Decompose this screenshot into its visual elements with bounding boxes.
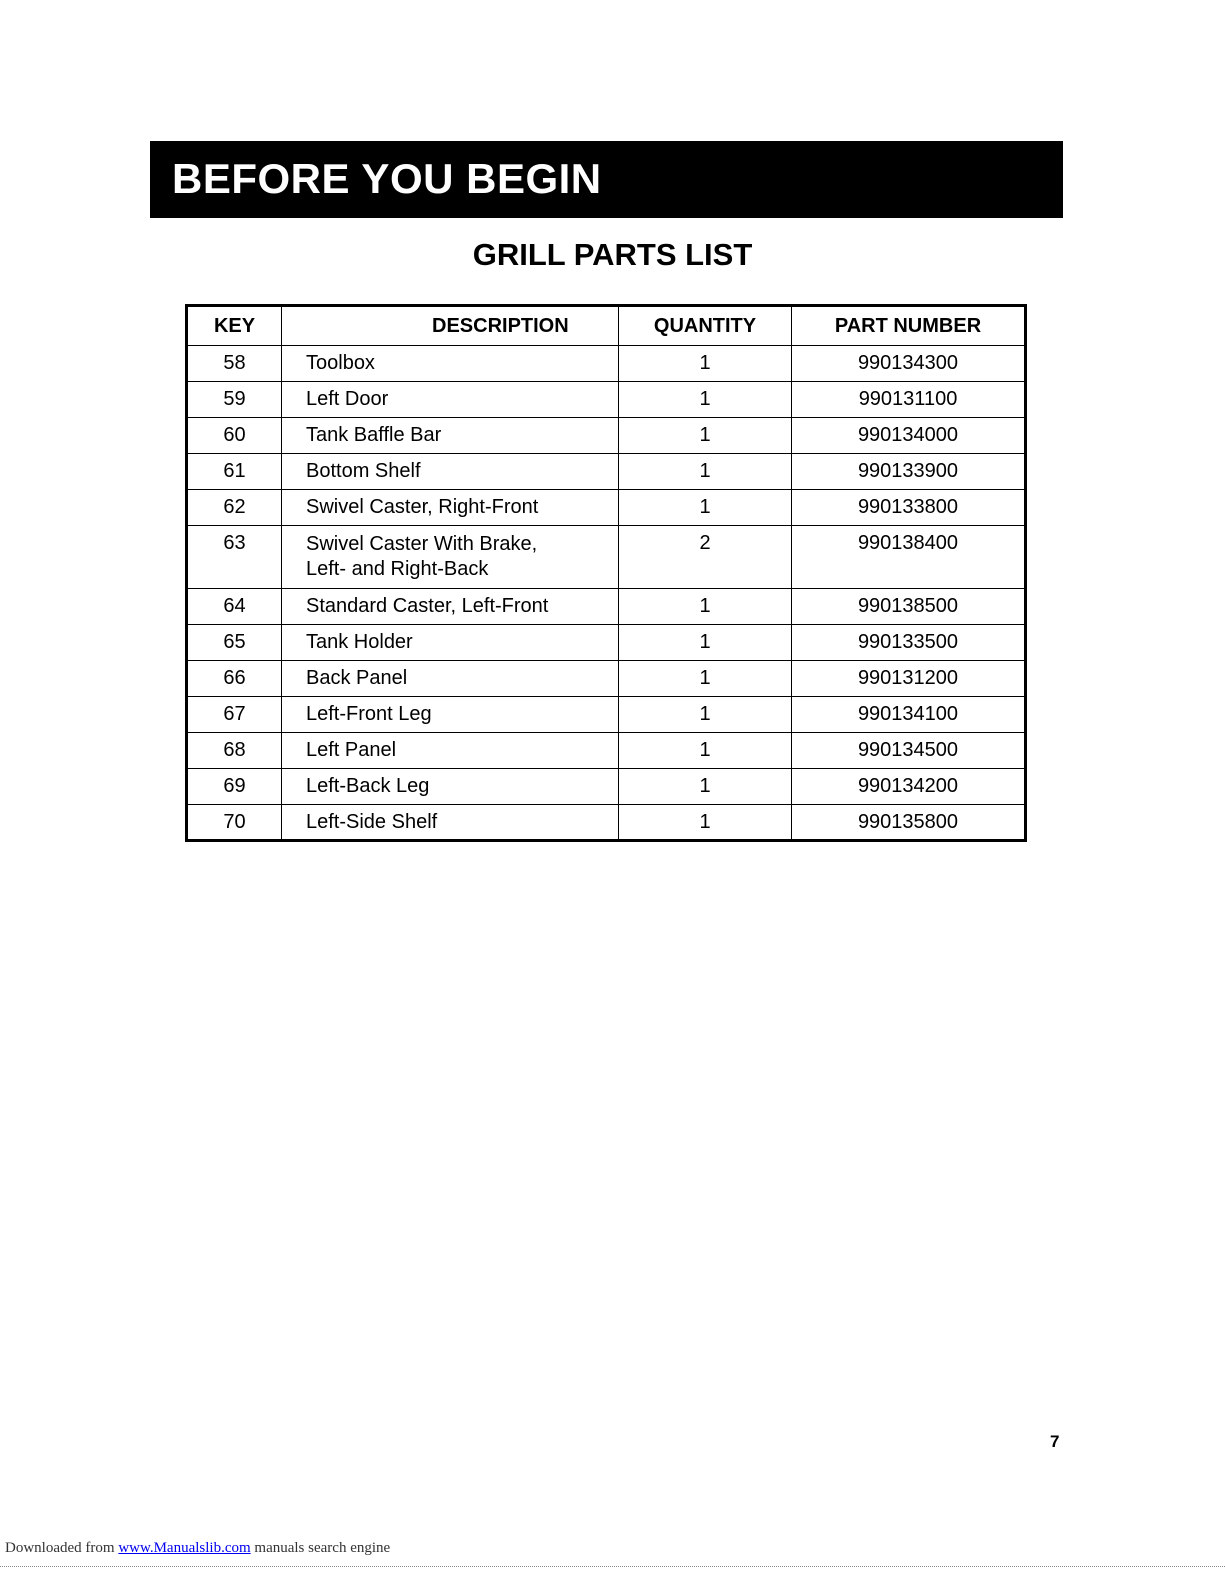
table-row bbox=[187, 382, 1026, 418]
table-row bbox=[187, 454, 1026, 490]
cell-part-number: 990134200 bbox=[792, 769, 1026, 805]
column-header-quantity: QUANTITY bbox=[619, 306, 792, 346]
column-header-part-number: PART NUMBER bbox=[792, 306, 1026, 346]
cell-part-number: 990134300 bbox=[792, 346, 1026, 382]
cell-quantity: 1 bbox=[619, 733, 792, 769]
cell-description bbox=[282, 418, 619, 454]
footer-suffix: manuals search engine bbox=[250, 1540, 391, 1556]
download-footer bbox=[5, 1540, 390, 1557]
cell-description bbox=[282, 625, 619, 661]
cell-key: 64 bbox=[187, 589, 282, 625]
cell-key: 62 bbox=[187, 490, 282, 526]
cell-key: 60 bbox=[187, 418, 282, 454]
description-line: Left- and Right-Back bbox=[306, 558, 489, 580]
description-line: Toolbox bbox=[306, 352, 375, 374]
cell-quantity: 1 bbox=[619, 769, 792, 805]
cell-quantity: 1 bbox=[619, 661, 792, 697]
cell-quantity: 1 bbox=[619, 625, 792, 661]
manualslib-link[interactable]: www.Manualslib.com bbox=[118, 1540, 251, 1556]
cell-part-number: 990133900 bbox=[792, 454, 1026, 490]
table-row bbox=[187, 418, 1026, 454]
cell-key: 61 bbox=[187, 454, 282, 490]
table-row bbox=[187, 346, 1026, 382]
description-line: Left-Back Leg bbox=[306, 775, 430, 797]
description-line: Swivel Caster With Brake, bbox=[306, 533, 538, 555]
cell-key: 59 bbox=[187, 382, 282, 418]
cell-description bbox=[282, 697, 619, 733]
description-line: Tank Baffle Bar bbox=[306, 424, 442, 446]
cell-quantity: 1 bbox=[619, 454, 792, 490]
cell-description bbox=[282, 454, 619, 490]
cell-description bbox=[282, 769, 619, 805]
cell-quantity: 1 bbox=[619, 490, 792, 526]
description-line: Swivel Caster, Right-Front bbox=[306, 496, 539, 518]
parts-table-body bbox=[187, 346, 1026, 841]
table-row bbox=[187, 625, 1026, 661]
cell-quantity: 1 bbox=[619, 418, 792, 454]
description-line: Left-Front Leg bbox=[306, 703, 432, 725]
cell-part-number: 990133500 bbox=[792, 625, 1026, 661]
description-line: Left Door bbox=[306, 388, 389, 410]
cell-key: 58 bbox=[187, 346, 282, 382]
cell-quantity: 2 bbox=[619, 526, 792, 589]
cell-part-number: 990131100 bbox=[792, 382, 1026, 418]
cell-key: 66 bbox=[187, 661, 282, 697]
cell-description bbox=[282, 346, 619, 382]
cell-quantity: 1 bbox=[619, 805, 792, 841]
cell-quantity: 1 bbox=[619, 382, 792, 418]
column-header-key: KEY bbox=[187, 306, 282, 346]
table-row bbox=[187, 769, 1026, 805]
cell-key: 70 bbox=[187, 805, 282, 841]
page-number: 7 bbox=[1050, 1432, 1060, 1451]
cell-key: 67 bbox=[187, 697, 282, 733]
cell-description bbox=[282, 805, 619, 841]
section-banner bbox=[150, 141, 1063, 218]
page-title: GRILL PARTS LIST bbox=[472, 237, 753, 272]
table-row bbox=[187, 490, 1026, 526]
cell-part-number: 990134100 bbox=[792, 697, 1026, 733]
footer-divider bbox=[0, 1566, 1225, 1567]
table-row bbox=[187, 526, 1026, 589]
cell-quantity: 1 bbox=[619, 346, 792, 382]
banner-title: BEFORE YOU BEGIN bbox=[172, 155, 602, 202]
cell-key: 69 bbox=[187, 769, 282, 805]
cell-quantity: 1 bbox=[619, 589, 792, 625]
cell-key: 63 bbox=[187, 526, 282, 589]
cell-key: 68 bbox=[187, 733, 282, 769]
cell-part-number: 990135800 bbox=[792, 805, 1026, 841]
description-line: Tank Holder bbox=[306, 631, 413, 653]
table-row bbox=[187, 697, 1026, 733]
footer-prefix: Downloaded from bbox=[5, 1540, 119, 1556]
description-line: Standard Caster, Left-Front bbox=[306, 595, 549, 617]
table-row bbox=[187, 805, 1026, 841]
cell-part-number: 990133800 bbox=[792, 490, 1026, 526]
cell-description bbox=[282, 382, 619, 418]
table-row bbox=[187, 589, 1026, 625]
cell-part-number: 990134500 bbox=[792, 733, 1026, 769]
description-line: Left Panel bbox=[306, 739, 397, 761]
cell-description bbox=[282, 589, 619, 625]
cell-part-number: 990138500 bbox=[792, 589, 1026, 625]
cell-description bbox=[282, 490, 619, 526]
cell-part-number: 990134000 bbox=[792, 418, 1026, 454]
description-line: Back Panel bbox=[306, 667, 408, 689]
cell-key: 65 bbox=[187, 625, 282, 661]
cell-part-number: 990138400 bbox=[792, 526, 1026, 589]
cell-description bbox=[282, 733, 619, 769]
table-row bbox=[187, 661, 1026, 697]
column-header-description: DESCRIPTION bbox=[282, 306, 619, 346]
cell-quantity: 1 bbox=[619, 697, 792, 733]
description-line: Bottom Shelf bbox=[306, 460, 421, 482]
cell-part-number: 990131200 bbox=[792, 661, 1026, 697]
description-line: Left-Side Shelf bbox=[306, 810, 438, 833]
parts-table bbox=[185, 304, 1027, 842]
table-row bbox=[187, 733, 1026, 769]
table-header-row bbox=[187, 306, 1026, 346]
cell-description bbox=[282, 661, 619, 697]
cell-description bbox=[282, 526, 619, 589]
